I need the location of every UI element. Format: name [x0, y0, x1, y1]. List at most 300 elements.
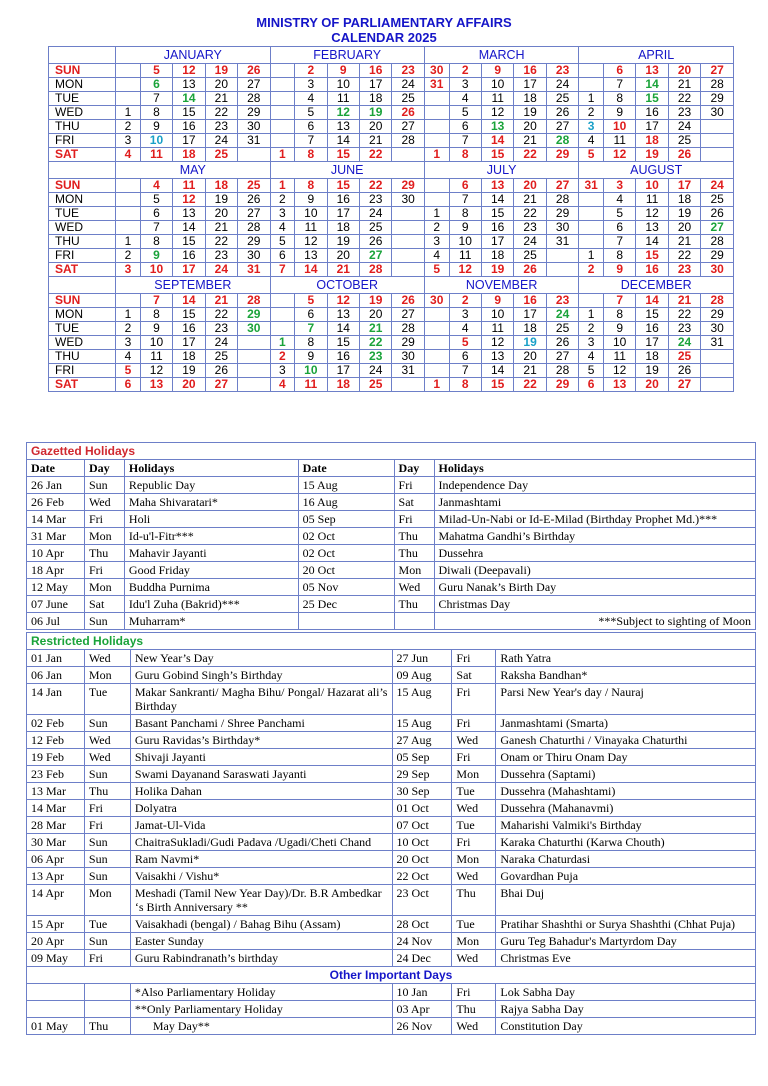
date-cell: 9 [327, 64, 359, 78]
table-cell: Wed [452, 800, 496, 817]
date-cell: 15 [636, 308, 668, 322]
date-cell: 25 [205, 350, 237, 364]
date-cell: 25 [546, 322, 579, 336]
table-cell: Bhai Duj [496, 885, 756, 916]
table-cell: 13 Apr [27, 868, 85, 885]
date-cell: 1 [116, 106, 141, 120]
table-cell: Raksha Bandhan* [496, 667, 756, 684]
date-cell: 10 [603, 120, 635, 134]
date-cell: 26 [546, 106, 579, 120]
date-cell: 15 [173, 106, 205, 120]
table-cell: Sun [84, 613, 124, 630]
table-cell: Easter Sunday [130, 933, 392, 950]
date-cell: 1 [424, 378, 449, 392]
day-name: SAT [49, 263, 116, 277]
date-cell: 21 [668, 78, 700, 92]
date-cell: 7 [449, 134, 481, 148]
date-cell: 16 [481, 221, 513, 235]
table-cell: 27 Jun [392, 650, 452, 667]
table-cell: Ganesh Chaturthi / Vinayaka Chaturthi [496, 732, 756, 749]
date-cell: 11 [327, 92, 359, 106]
table-cell: Guru Rabindranath’s birthday [130, 950, 392, 967]
date-cell: 12 [327, 106, 359, 120]
date-cell: 13 [636, 64, 668, 78]
table-row [27, 817, 756, 834]
table-cell: Milad-Un-Nabi or Id-E-Milad (Birthday Prophet Md.)*** [434, 511, 756, 528]
date-cell: 25 [701, 193, 734, 207]
date-cell: 15 [327, 179, 359, 193]
table-cell: 15 Aug [392, 684, 452, 715]
date-cell: 8 [449, 148, 481, 162]
calendar-corner [49, 277, 116, 294]
date-cell: 9 [140, 120, 172, 134]
date-cell: 14 [173, 294, 205, 308]
table-cell: 09 May [27, 950, 85, 967]
date-cell [392, 249, 424, 263]
date-cell: 19 [205, 64, 237, 78]
table-row [27, 684, 756, 715]
table-cell: 26 Nov [392, 1018, 452, 1035]
date-cell [392, 378, 424, 392]
table-cell: Wed [84, 732, 130, 749]
day-name: WED [49, 336, 116, 350]
table-cell: Vaisakhi / Vishu* [130, 868, 392, 885]
month-name: FEBRUARY [270, 47, 424, 64]
date-cell: 21 [359, 134, 391, 148]
date-cell: 5 [579, 364, 604, 378]
date-cell: 2 [579, 106, 604, 120]
table-cell: 10 Apr [27, 545, 85, 562]
date-cell: 25 [668, 134, 700, 148]
date-cell: 27 [392, 308, 424, 322]
table-cell: Wed [452, 950, 496, 967]
date-cell: 9 [603, 106, 635, 120]
date-cell: 3 [116, 134, 141, 148]
date-cell: 22 [668, 92, 700, 106]
date-cell: 22 [205, 235, 237, 249]
date-cell: 22 [359, 148, 391, 162]
date-cell: 1 [579, 308, 604, 322]
month-name: NOVEMBER [424, 277, 578, 294]
table-cell: Sun [84, 715, 130, 732]
date-cell: 30 [701, 263, 734, 277]
date-cell: 28 [359, 263, 391, 277]
table-cell: Govardhan Puja [496, 868, 756, 885]
date-cell: 10 [636, 179, 668, 193]
table-row [27, 1018, 756, 1035]
table-cell: 06 Jul [27, 613, 85, 630]
column-header: Day [394, 460, 434, 477]
date-cell [424, 336, 449, 350]
table-cell: 14 Jan [27, 684, 85, 715]
date-cell: 28 [546, 364, 579, 378]
month-name: JUNE [270, 162, 424, 179]
date-cell: 14 [636, 235, 668, 249]
table-cell: Tue [452, 817, 496, 834]
table-cell [27, 1001, 85, 1018]
date-cell: 16 [359, 64, 391, 78]
table-cell: Janmashtami (Smarta) [496, 715, 756, 732]
date-cell: 15 [481, 207, 513, 221]
date-cell: 24 [392, 78, 424, 92]
table-cell: Pratihar Shashthi or Surya Shashthi (Chhat Puja) [496, 916, 756, 933]
table-cell: Tue [84, 916, 130, 933]
date-cell: 21 [668, 294, 700, 308]
date-cell: 7 [140, 92, 172, 106]
date-cell: 28 [546, 134, 579, 148]
date-cell: 18 [173, 350, 205, 364]
date-cell [579, 193, 604, 207]
table-cell: Diwali (Deepavali) [434, 562, 756, 579]
date-cell: 4 [579, 134, 604, 148]
date-cell [116, 207, 141, 221]
date-cell [392, 207, 424, 221]
date-cell: 17 [327, 364, 359, 378]
table-cell: 24 Nov [392, 933, 452, 950]
date-cell: 26 [668, 364, 700, 378]
date-cell: 1 [270, 179, 295, 193]
date-cell: 18 [636, 134, 668, 148]
date-cell [270, 120, 295, 134]
date-cell: 10 [295, 207, 327, 221]
date-cell: 2 [270, 193, 295, 207]
calendar-corner [49, 162, 116, 179]
table-cell: 01 Jan [27, 650, 85, 667]
date-cell: 11 [140, 148, 172, 162]
table-row [27, 783, 756, 800]
date-cell [270, 64, 295, 78]
date-cell: 8 [295, 148, 327, 162]
day-name: WED [49, 221, 116, 235]
date-cell: 24 [514, 235, 546, 249]
date-cell: 19 [205, 193, 237, 207]
date-cell: 26 [205, 364, 237, 378]
table-cell [84, 984, 130, 1001]
date-cell: 29 [238, 308, 270, 322]
date-cell [392, 148, 424, 162]
date-cell: 17 [173, 336, 205, 350]
table-row [27, 528, 756, 545]
date-cell: 8 [140, 308, 172, 322]
table-row [27, 511, 756, 528]
date-cell [424, 120, 449, 134]
date-cell: 11 [173, 179, 205, 193]
column-header: Date [27, 460, 85, 477]
date-cell: 20 [359, 120, 391, 134]
table-cell: 12 May [27, 579, 85, 596]
table-cell: 15 Aug [392, 715, 452, 732]
gazetted-title: Gazetted Holidays [27, 443, 756, 460]
table-cell: Rajya Sabha Day [496, 1001, 756, 1018]
table-cell: Thu [452, 885, 496, 916]
date-cell: 6 [295, 308, 327, 322]
date-cell: 13 [603, 378, 635, 392]
table-cell: 14 Mar [27, 800, 85, 817]
date-cell: 22 [514, 148, 546, 162]
table-cell: 12 Feb [27, 732, 85, 749]
table-cell: 02 Oct [298, 528, 394, 545]
table-cell: Fri [84, 950, 130, 967]
date-cell: 20 [514, 179, 546, 193]
date-cell: 28 [238, 92, 270, 106]
day-name: FRI [49, 134, 116, 148]
calendar-corner [49, 47, 116, 64]
table-cell: Swami Dayanand Saraswati Jayanti [130, 766, 392, 783]
date-cell: 19 [359, 294, 391, 308]
date-cell [701, 120, 734, 134]
date-cell: 6 [140, 78, 172, 92]
table-row [27, 885, 756, 916]
table-cell: Sun [84, 477, 124, 494]
date-cell: 10 [140, 336, 172, 350]
day-name: SAT [49, 148, 116, 162]
table-row [27, 715, 756, 732]
date-cell: 9 [603, 263, 635, 277]
date-cell: 30 [424, 64, 449, 78]
date-cell: 28 [238, 294, 270, 308]
table-row [27, 477, 756, 494]
date-cell: 17 [327, 207, 359, 221]
date-cell: 7 [449, 364, 481, 378]
date-cell: 28 [701, 78, 734, 92]
date-cell: 10 [295, 364, 327, 378]
table-cell: Buddha Purnima [124, 579, 298, 596]
table-cell: Holika Dahan [130, 783, 392, 800]
date-cell: 29 [701, 92, 734, 106]
date-cell: 26 [546, 336, 579, 350]
table-cell: Fri [452, 984, 496, 1001]
month-name: AUGUST [579, 162, 734, 179]
date-cell: 3 [116, 336, 141, 350]
date-cell: 20 [514, 350, 546, 364]
date-cell: 4 [140, 179, 172, 193]
table-cell: Onam or Thiru Onam Day [496, 749, 756, 766]
date-cell: 29 [392, 179, 424, 193]
date-cell: 12 [481, 106, 513, 120]
date-cell: 13 [327, 308, 359, 322]
date-cell: 16 [636, 322, 668, 336]
table-cell: Fri [452, 834, 496, 851]
date-cell: 27 [668, 378, 700, 392]
table-cell: Sat [452, 667, 496, 684]
date-cell: 21 [514, 193, 546, 207]
date-cell: 12 [603, 148, 635, 162]
date-cell: 22 [514, 207, 546, 221]
date-cell [546, 249, 579, 263]
date-cell: 31 [392, 364, 424, 378]
table-cell: Id-u'l-Fitr*** [124, 528, 298, 545]
date-cell: 13 [481, 179, 513, 193]
table-cell: Dussehra [434, 545, 756, 562]
table-cell: Idu'l Zuha (Bakrid)*** [124, 596, 298, 613]
date-cell: 14 [327, 322, 359, 336]
table-cell: 14 Apr [27, 885, 85, 916]
date-cell: 4 [449, 322, 481, 336]
table-cell: Guru Ravidas’s Birthday* [130, 732, 392, 749]
date-cell [270, 322, 295, 336]
date-cell: 26 [359, 235, 391, 249]
date-cell: 12 [481, 336, 513, 350]
date-cell: 23 [205, 249, 237, 263]
date-cell: 2 [270, 350, 295, 364]
date-cell: 30 [546, 221, 579, 235]
table-row [27, 732, 756, 749]
table-cell: Dussehra (Mahashtami) [496, 783, 756, 800]
date-cell [424, 179, 449, 193]
date-cell: 16 [173, 322, 205, 336]
table-cell: Dussehra (Saptami) [496, 766, 756, 783]
table-cell: Mon [84, 528, 124, 545]
other-days-title: Other Important Days [27, 967, 756, 984]
date-cell: 9 [449, 221, 481, 235]
table-cell: Thu [84, 783, 130, 800]
date-cell: 13 [140, 378, 172, 392]
date-cell: 19 [636, 364, 668, 378]
month-name: MARCH [424, 47, 578, 64]
day-name: FRI [49, 249, 116, 263]
date-cell: 3 [116, 263, 141, 277]
table-cell: Christmas Day [434, 596, 756, 613]
date-cell: 18 [514, 92, 546, 106]
table-cell: Fri [394, 511, 434, 528]
date-cell: 15 [481, 148, 513, 162]
date-cell: 6 [579, 378, 604, 392]
date-cell: 5 [424, 263, 449, 277]
date-cell: 31 [579, 179, 604, 193]
date-cell: 29 [701, 249, 734, 263]
date-cell: 4 [270, 378, 295, 392]
month-name: MAY [116, 162, 270, 179]
date-cell: 17 [173, 263, 205, 277]
month-name: JULY [424, 162, 578, 179]
date-cell: 11 [449, 249, 481, 263]
table-cell: 01 May [27, 1018, 85, 1035]
date-cell: 13 [481, 350, 513, 364]
table-cell: Sat [394, 494, 434, 511]
month-name: DECEMBER [579, 277, 734, 294]
date-cell: 16 [173, 249, 205, 263]
day-name: SAT [49, 378, 116, 392]
date-cell [579, 64, 604, 78]
date-cell: 29 [238, 106, 270, 120]
date-cell: 14 [327, 134, 359, 148]
date-cell: 27 [546, 179, 579, 193]
table-row [27, 766, 756, 783]
date-cell: 27 [359, 249, 391, 263]
date-cell: 29 [546, 148, 579, 162]
table-cell: **Only Parliamentary Holiday [130, 1001, 392, 1018]
table-cell: Fri [84, 562, 124, 579]
date-cell: 16 [636, 106, 668, 120]
ministry-title: MINISTRY OF PARLIAMENTARY AFFAIRS [256, 15, 512, 30]
date-cell: 8 [449, 378, 481, 392]
date-cell: 16 [173, 120, 205, 134]
date-cell: 18 [514, 322, 546, 336]
date-cell: 21 [327, 263, 359, 277]
date-cell: 9 [295, 193, 327, 207]
date-cell: 8 [140, 235, 172, 249]
date-cell: 17 [668, 179, 700, 193]
date-cell: 21 [205, 294, 237, 308]
date-cell: 3 [603, 179, 635, 193]
date-cell: 24 [205, 263, 237, 277]
table-cell: 16 Aug [298, 494, 394, 511]
day-name: TUE [49, 92, 116, 106]
table-cell: Mon [84, 579, 124, 596]
table-cell: 22 Oct [392, 868, 452, 885]
date-cell: 5 [449, 106, 481, 120]
date-cell: 8 [140, 106, 172, 120]
date-cell: 2 [449, 64, 481, 78]
date-cell [579, 221, 604, 235]
date-cell: 11 [603, 350, 635, 364]
date-cell [579, 78, 604, 92]
date-cell: 26 [668, 148, 700, 162]
date-cell: 5 [295, 106, 327, 120]
date-cell: 24 [546, 78, 579, 92]
date-cell: 6 [449, 120, 481, 134]
date-cell: 14 [173, 221, 205, 235]
date-cell: 30 [701, 322, 734, 336]
table-row [27, 494, 756, 511]
table-cell: Mon [452, 851, 496, 868]
table-cell: Fri [84, 817, 130, 834]
date-cell: 12 [295, 235, 327, 249]
date-cell: 13 [295, 249, 327, 263]
table-cell: 07 June [27, 596, 85, 613]
date-cell: 15 [636, 92, 668, 106]
date-cell: 11 [295, 221, 327, 235]
table-cell: Wed [452, 868, 496, 885]
date-cell: 18 [359, 92, 391, 106]
date-cell: 24 [205, 336, 237, 350]
date-cell: 28 [392, 134, 424, 148]
date-cell: 14 [481, 193, 513, 207]
date-cell: 26 [238, 64, 270, 78]
table-row [27, 562, 756, 579]
table-cell: 13 Mar [27, 783, 85, 800]
table-cell: 20 Apr [27, 933, 85, 950]
table-cell: Naraka Chaturdasi [496, 851, 756, 868]
table-row [27, 933, 756, 950]
date-cell: 21 [514, 134, 546, 148]
date-cell: 22 [205, 106, 237, 120]
table-cell: Thu [394, 545, 434, 562]
table-cell: Good Friday [124, 562, 298, 579]
date-cell: 18 [173, 148, 205, 162]
column-header: Holidays [434, 460, 756, 477]
date-cell: 1 [270, 336, 295, 350]
table-cell: Christmas Eve [496, 950, 756, 967]
table-cell: 15 Apr [27, 916, 85, 933]
date-cell: 14 [295, 263, 327, 277]
date-cell: 8 [295, 179, 327, 193]
date-cell: 11 [295, 378, 327, 392]
date-cell: 14 [481, 364, 513, 378]
date-cell: 19 [173, 364, 205, 378]
table-cell [27, 984, 85, 1001]
date-cell: 20 [668, 221, 700, 235]
date-cell: 19 [668, 207, 700, 221]
date-cell: 25 [668, 350, 700, 364]
table-cell: ChaitraSukladi/Gudi Padava /Ugadi/Cheti Chand [130, 834, 392, 851]
date-cell: 20 [668, 64, 700, 78]
date-cell: 1 [579, 92, 604, 106]
date-cell: 3 [270, 207, 295, 221]
date-cell: 10 [481, 308, 513, 322]
table-cell: 02 Oct [298, 545, 394, 562]
date-cell: 30 [701, 106, 734, 120]
